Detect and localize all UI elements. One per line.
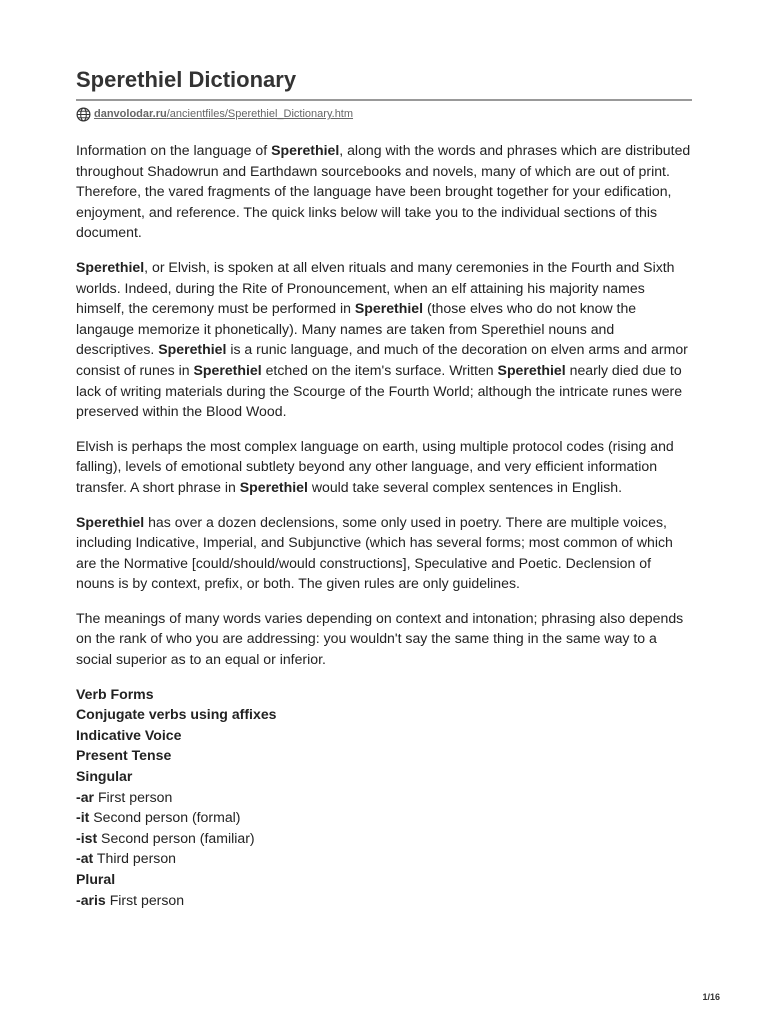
affix-meaning: Second person (familiar) [97,829,255,846]
affix-meaning: Second person (formal) [89,809,241,826]
article-body [76,140,692,670]
bold-term: Sperethiel [497,361,566,378]
page-title: Sperethiel Dictionary [76,67,297,92]
paragraph-text: would take several complex sentences in English. [307,478,623,495]
singular-label: Singular [76,768,133,785]
verb-heading: Indicative Voice [76,726,182,743]
affix: -at [76,850,94,867]
paragraph-text: Elvish is perhaps the most complex language on earth, using multiple protocol codes (rising and falling), levels of emotional subtlety beyond any other language, and very efficient information transfer. A short phrase in [76,437,674,495]
bold-term: Sperethiel [271,142,340,158]
paragraph-text: is a runic language, and much of the decoration on elven arms and armor consist of runes in [76,341,688,378]
paragraph [76,436,692,498]
bold-term: Sperethiel [76,513,145,530]
affix-meaning: First person [105,891,185,908]
affix: -aris [76,891,106,908]
affix-item [76,807,692,828]
affix-item [76,890,692,911]
bold-term: Sperethiel [158,341,227,358]
title-divider [76,99,692,101]
verb-forms-section [76,684,692,911]
paragraph-text: , along with the words and phrases which are distributed throughout Shadowrun and Earthdawn sourcebooks and novels, many of which are out of print. Therefore, the vared fragments of the language have been brought together for your edification, enjoyment, and reference. The quick links below will take you to the individual sections of this document. [76,142,691,241]
plural-label: Plural [76,871,116,887]
paragraph [76,512,692,594]
paragraph [76,140,692,243]
verb-heading: Present Tense [76,747,172,764]
paragraph [76,608,692,670]
affix: -ar [76,788,95,805]
affix-meaning: Third person [93,850,177,867]
verb-heading: Verb Forms [76,685,154,702]
source-link-row [76,106,692,122]
bold-term: Sperethiel [354,300,424,317]
globe-icon [76,107,91,122]
affix-item [76,787,692,808]
bold-term: Sperethiel [193,361,262,378]
bold-term: Sperethiel [76,258,145,275]
paragraph-text: The meanings of many words varies depending on context and intonation; phrasing also depends on the rank of who you are addressing: you wouldn't say the same thing in the same way to a social superior as to an equal or inferior. [76,609,684,668]
paragraph-text: etched on the item's surface. Written [261,361,498,378]
source-url-link[interactable] [94,106,353,122]
page-number: 1/16 [702,992,720,1002]
affix-item [76,848,692,869]
source-path: /ancientfiles/Sperethiel_Dictionary.htm [166,108,354,120]
affix: -it [76,809,90,826]
affix-item [76,828,692,849]
paragraph-text: has over a dozen declensions, some only used in poetry. There are multiple voices, including Indicative, Imperial, and Subjunctive (which has several forms; most common of which are the Normative [could/should/would constructions], Speculative and Poetic. Declension of nouns is by context, prefix, or both. The given rules are only guidelines. [76,513,673,592]
bold-term: Sperethiel [239,478,308,495]
paragraph-text: , or Elvish, is spoken at all elven rituals and many ceremonies in the Fourth and Sixth worlds. Indeed, during the Rite of Pronouncement, when an elf attaining his majority names himself, the ceremony must be performed in [76,258,675,317]
source-domain: danvolodar.ru [94,108,167,120]
affix: -ist [76,829,98,846]
paragraph-text: (those elves who do not know the langauge memorize it phonetically). Many names are taken from Sperethiel nouns and descriptives. [76,300,637,358]
document-page [76,64,692,910]
affix-meaning: First person [94,788,173,805]
paragraph-text: Information on the language of [76,142,272,158]
paragraph [76,257,692,422]
paragraph-text: nearly died due to lack of writing materials during the Scourge of the Fourth World; although the intricate runes were preserved within the Blood Wood. [76,361,683,420]
verb-heading: Conjugate verbs using affixes [76,706,277,723]
